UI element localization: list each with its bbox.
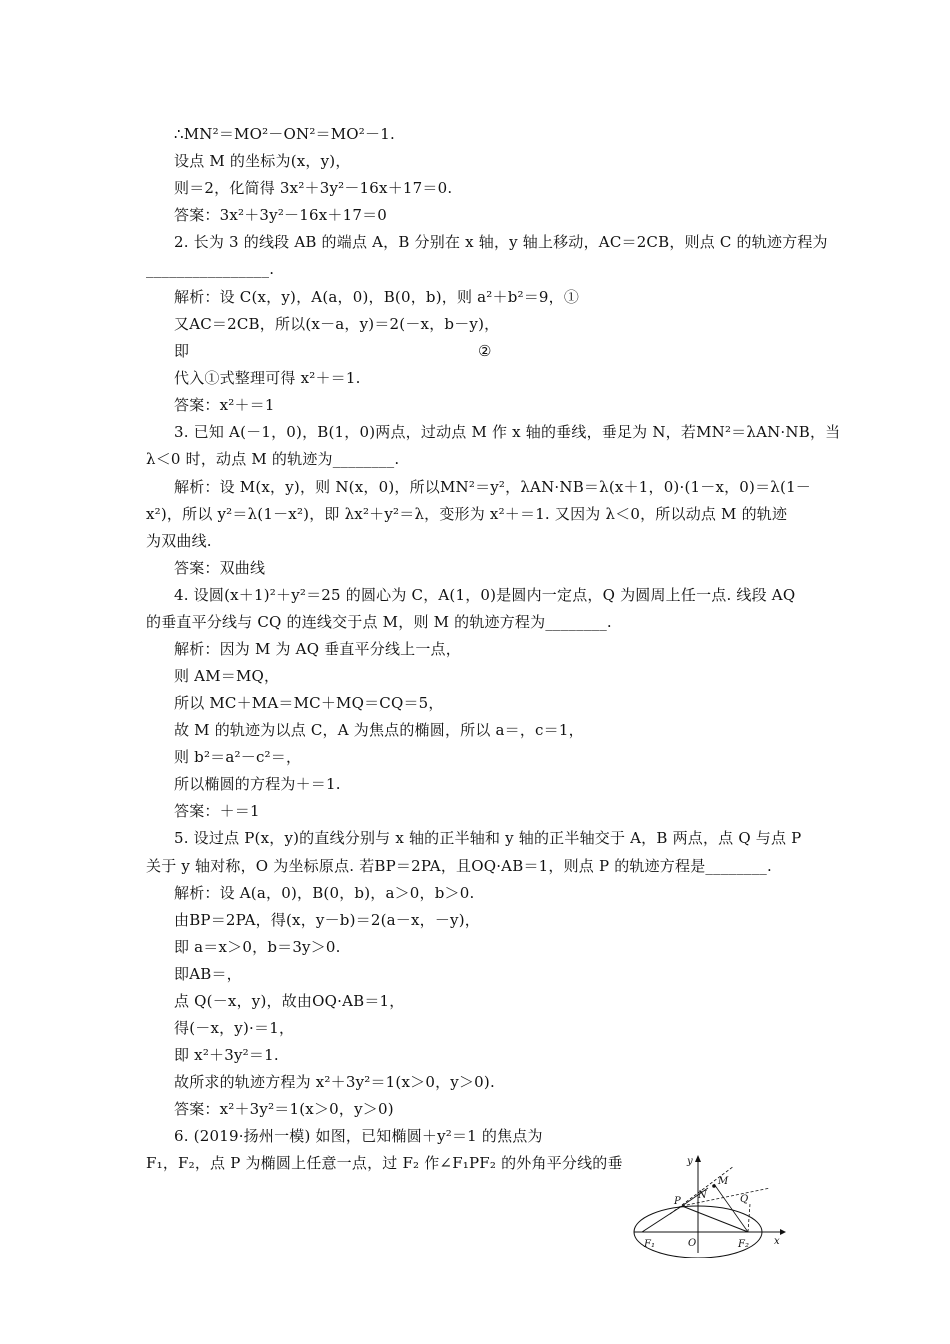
text-line: 点 Q(－x，y)，故由OQ·AB＝1， bbox=[174, 992, 405, 1010]
circled-number-2: ② bbox=[478, 342, 492, 360]
label-n: N bbox=[698, 1190, 707, 1201]
text-line: 则＝2，化简得 3x²＋3y²－16x＋17＝0. bbox=[174, 179, 453, 197]
label-x: x bbox=[774, 1236, 780, 1247]
text-line: 关于 y 轴对称，O 为坐标原点. 若BP＝2PA，且OQ·AB＝1，则点 P 的轨迹方程是________. bbox=[146, 857, 772, 875]
x-axis-arrow bbox=[780, 1229, 786, 1235]
answer-line: 答案：x²＋＝1 bbox=[174, 396, 275, 414]
solution-line: 解析：设 M(x，y)，则 N(x，0)，所以MN²＝y²，λAN·NB＝λ(x＋1，0)·(1－x，0)＝λ(1－ bbox=[174, 478, 812, 496]
solution-line: 解析：设 A(a，0)，B(0，b)，a＞0，b＞0. bbox=[174, 884, 475, 902]
text-line: 为双曲线. bbox=[146, 532, 212, 550]
text-line: 即 bbox=[174, 342, 190, 360]
text-line: 即 x²＋3y²＝1. bbox=[174, 1046, 279, 1064]
text-line: x²)，所以 y²＝λ(1－x²)，即 λx²＋y²＝λ，变形为 x²＋＝1. 又因为 λ＜0，所以动点 M 的轨迹 bbox=[146, 505, 788, 523]
text-line: 代入①式整理可得 x²＋＝1. bbox=[174, 369, 361, 387]
text-line: F₁，F₂，点 P 为椭圆上任意一点，过 F₂ 作∠F₁PF₂ 的外角平分线的垂 bbox=[146, 1154, 623, 1172]
text-line: ________________. bbox=[146, 260, 275, 278]
question-6: 6. (2019·扬州一模) 如图，已知椭圆＋y²＝1 的焦点为 bbox=[174, 1127, 543, 1145]
text-line: 则 b²＝a²－c²＝， bbox=[174, 748, 302, 766]
text-line: 所以椭圆的方程为＋＝1. bbox=[174, 775, 341, 793]
answer-line: 答案：3x²＋3y²－16x＋17＝0 bbox=[174, 206, 388, 224]
label-q: Q bbox=[740, 1194, 749, 1205]
text-line: ∴MN²＝MO²－ON²＝MO²－1. bbox=[174, 125, 395, 143]
ellipse-diagram bbox=[630, 1148, 790, 1258]
label-m: M bbox=[718, 1176, 729, 1187]
question-4: 4. 设圆(x＋1)²＋y²＝25 的圆心为 C，A(1，0)是圆内一定点，Q 为圆周上任一点. 线段 AQ bbox=[174, 586, 796, 604]
point-m bbox=[712, 1184, 716, 1188]
label-f1: F₁ bbox=[644, 1239, 655, 1250]
label-origin: O bbox=[688, 1238, 697, 1249]
text-line: 由BP＝2PA，得(x，y－b)＝2(a－x，－y)， bbox=[174, 911, 480, 929]
text-line: 故所求的轨迹方程为 x²＋3y²＝1(x＞0，y＞0). bbox=[174, 1073, 495, 1091]
solution-line: 解析：因为 M 为 AQ 垂直平分线上一点， bbox=[174, 640, 461, 658]
solution-line: 解析：设 C(x，y)，A(a，0)，B(0，b)，则 a²＋b²＝9，① bbox=[174, 288, 580, 306]
text-line: 即 a＝x＞0，b＝3y＞0. bbox=[174, 938, 341, 956]
text-line: 得(－x，y)·＝1， bbox=[174, 1019, 295, 1037]
question-2: 2. 长为 3 的线段 AB 的端点 A，B 分别在 x 轴，y 轴上移动，AC＝2CB，则点 C 的轨迹方程为 bbox=[174, 233, 828, 251]
text-line: λ＜0 时，动点 M 的轨迹为________. bbox=[146, 450, 400, 468]
segment-p-f2 bbox=[682, 1206, 748, 1232]
text-line: 故 M 的轨迹为以点 C，A 为焦点的椭圆，所以 a＝，c＝1， bbox=[174, 721, 584, 739]
question-5: 5. 设过点 P(x，y)的直线分别与 x 轴的正半轴和 y 轴的正半轴交于 A，B 两点，点 Q 与点 P bbox=[174, 829, 802, 847]
label-f2: F₂ bbox=[738, 1239, 749, 1250]
text-line: 设点 M 的坐标为(x，y)， bbox=[174, 152, 351, 170]
label-y: y bbox=[687, 1156, 693, 1167]
label-p: P bbox=[674, 1196, 681, 1207]
answer-line: 答案：＋＝1 bbox=[174, 802, 260, 820]
y-axis-arrow bbox=[695, 1155, 701, 1162]
text-line: 又AC＝2CB，所以(x－a，y)＝2(－x，b－y)， bbox=[174, 315, 500, 333]
ellipse-figure bbox=[630, 1148, 790, 1258]
answer-line: 答案：双曲线 bbox=[174, 559, 266, 577]
question-3: 3. 已知 A(－1，0)，B(1，0)两点，过动点 M 作 x 轴的垂线，垂足为 N，若MN²＝λAN·NB，当 bbox=[174, 423, 841, 441]
segment-f2q bbox=[748, 1204, 750, 1232]
text-line: 所以 MC＋MA＝MC＋MQ＝CQ＝5， bbox=[174, 694, 444, 712]
text-line: 即AB＝， bbox=[174, 965, 242, 983]
text-line: 则 AM＝MQ， bbox=[174, 667, 280, 685]
answer-line: 答案：x²＋3y²＝1(x＞0，y＞0) bbox=[174, 1100, 394, 1118]
text-line: 的垂直平分线与 CQ 的连线交于点 M，则 M 的轨迹方程为________. bbox=[146, 613, 612, 631]
